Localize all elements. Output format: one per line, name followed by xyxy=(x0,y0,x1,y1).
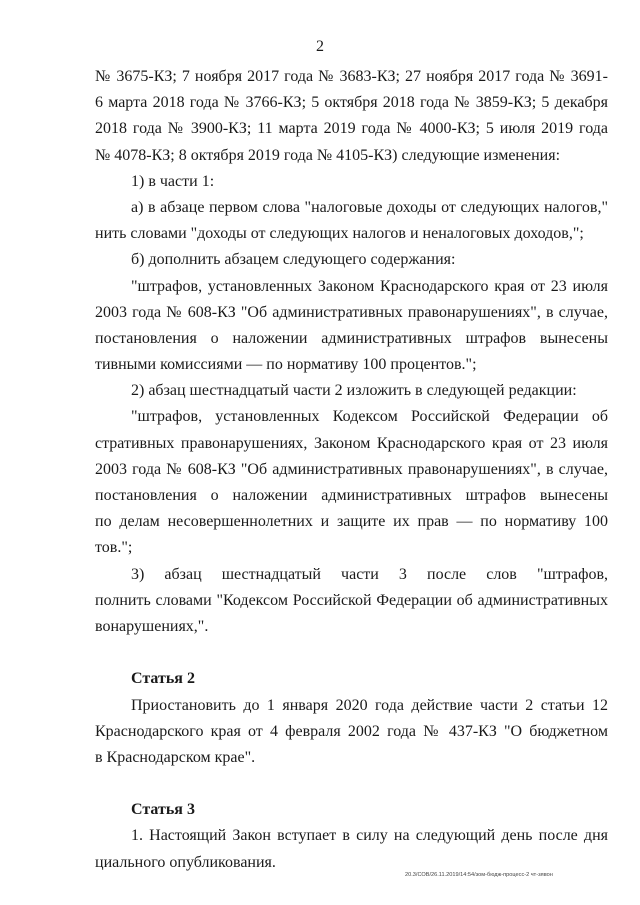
text-line: 2018 года № 3900-КЗ; 11 марта 2019 года № 4000-КЗ; 5 июля 2019 года xyxy=(95,120,608,138)
text-line: нить словами "доходы от следующих налогов и неналоговых доходов,"; xyxy=(95,225,584,243)
footer-file-stamp: 20.3/СОВ/26.11.2019/14:54/зом-бюдж-процесс-2 чт-зявон xyxy=(405,872,553,878)
text-line: тов."; xyxy=(95,539,133,557)
text-line: постановления о наложении административных штрафов вынесены xyxy=(95,487,608,504)
text-line: 2003 года № 608-КЗ "Об административных правонарушениях", в случае, xyxy=(95,303,608,321)
article-3-heading: Статья 3 xyxy=(131,801,195,819)
text-line: 3) абзац шестнадцатый части 3 после слов "штрафов, xyxy=(131,565,608,583)
text-line: постановления о наложении административных штрафов вынесены xyxy=(95,329,608,347)
text-line: а) в абзаце первом слова "налоговые доходы от следующих налогов," xyxy=(131,198,608,216)
text-line: в Краснодарском крае". xyxy=(95,748,256,766)
text-line: № 3675-КЗ; 7 ноября 2017 года № 3683-КЗ; 27 ноября 2017 года № 3691- xyxy=(95,68,608,85)
text-line: Краснодарского края от 4 февраля 2002 года № 437-КЗ "О бюджетном xyxy=(95,722,608,740)
text-line: б) дополнить абзацем следующего содержания: xyxy=(131,251,456,269)
page-number: 2 xyxy=(316,38,324,55)
article-2-heading: Статья 2 xyxy=(131,670,195,688)
text-line: полнить словами "Кодексом Российской Федерации об административных xyxy=(95,591,608,609)
text-line: тивными комиссиями — по нормативу 100 процентов."; xyxy=(95,356,477,374)
text-line: "штрафов, установленных Кодексом Российской Федерации об xyxy=(131,408,608,426)
text-line: "штрафов, установленных Законом Краснодарского края от 23 июля xyxy=(131,277,608,295)
text-line: стративных правонарушениях, Законом Краснодарского края от 23 июля xyxy=(95,434,608,452)
text-line: 1) в части 1: xyxy=(131,172,215,190)
document-body xyxy=(95,64,608,876)
text-line: 2003 года № 608-КЗ "Об административных правонарушениях", в случае, xyxy=(95,460,608,478)
text-line: 6 марта 2018 года № 3766-КЗ; 5 октября 2018 года № 3859-КЗ; 5 декабря xyxy=(95,94,608,112)
text-line: № 4078-КЗ; 8 октября 2019 года № 4105-КЗ) следующие изменения: xyxy=(95,146,561,164)
text-line: 1. Настоящий Закон вступает в силу на следующий день после дня xyxy=(131,827,608,845)
text-line: циального опубликования. xyxy=(95,853,276,871)
text-line: вонарушениях,". xyxy=(95,617,209,635)
text-line: 2) абзац шестнадцатый части 2 изложить в следующей редакции: xyxy=(131,382,577,400)
text-line: Приостановить до 1 января 2020 года действие части 2 статьи 12 xyxy=(131,696,608,714)
text-line: по делам несовершеннолетних и защите их прав — по нормативу 100 xyxy=(95,513,608,531)
